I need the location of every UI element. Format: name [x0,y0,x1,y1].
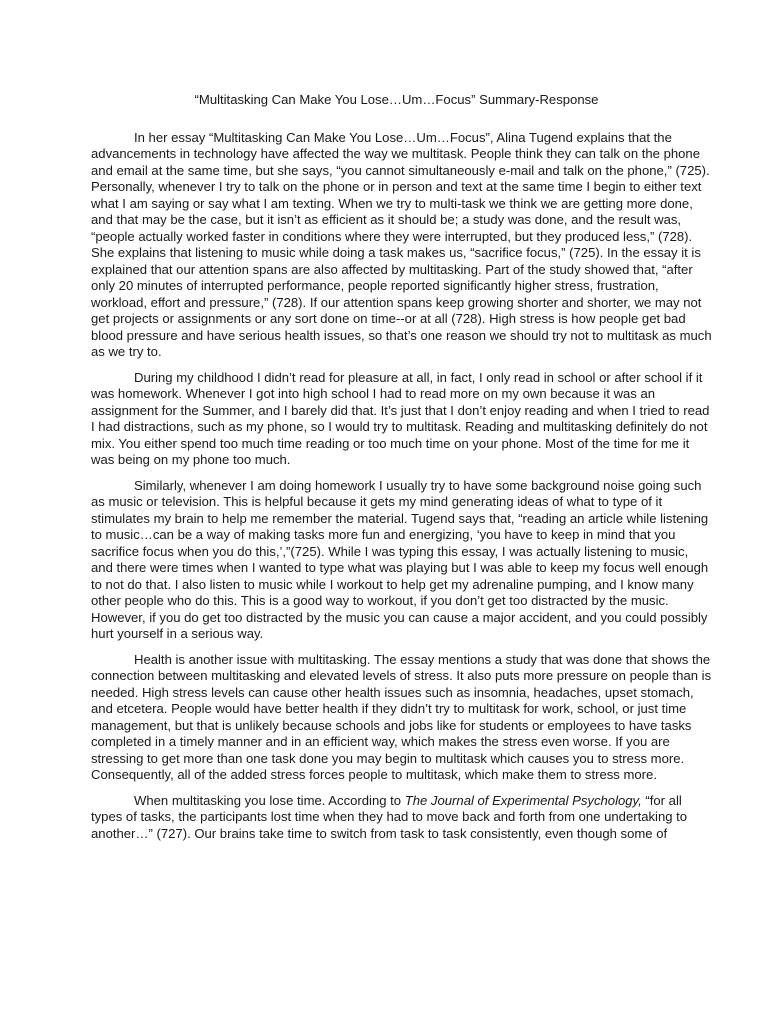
paragraph-3: Similarly, whenever I am doing homework I usually try to have some background noise going such as music or television. This is helpful because it gets my mind generating ideas of what to type of it stimulates my brain to help me remember the material. Tugend says that, “reading an article while listening to music…can be a way of making tasks more fun and energizing, ‘you have to keep in mind that you sacrifice focus when you do this,’,”(725). While I was typing this essay, I was actually listening to music, and there were times when I wanted to type what was playing but I was able to keep my focus well enough to not do that. I also listen to music while I workout to help get my adrenaline pumping, and I know many other people who do this. This is a good way to workout, if you don’t get too distracted by the music. However, if you do get too distracted by the music you can cause a major accident, and you could possibly hurt yourself in a serious way. [91,477,709,641]
paragraph-5-rest: “for all types of tasks, the participants lost time when they had to move back and forth from one undertaking to another…” (727). Our brains take time to switch from task to task consistently, even though some of [91,792,688,841]
paragraph-1: In her essay “Multitasking Can Make You Lose…Um…Focus”, Alina Tugend explains that the advancements in technology have affected the way we multitask. People think they can talk on the phone and email at the same time, but she says, “you cannot simultaneously e-mail and talk on the phone,” (725). Personally, whenever I try to talk on the phone or in person and text at the same time I begin to either text what I am saying or say what I am texting. When we try to multi-task we think we are getting more done, and that may be the case, but it isn’t as efficient as it should be; a study was done, and the result was, “people actually worked faster in conditions where they were interrupted, but they produced less,” (728). She explains that listening to music while doing a task makes us, “sacrifice focus,” (725). In the essay it is explained that our attention spans are also affected by multitasking. Part of the study showed that, “after only 20 minutes of interrupted performance, people reported significantly higher stress, frustration, workload, effort and pressure,” (728). If our attention spans keep growing shorter and shorter, we may not get projects or assignments or any sort done on time--or at all (728). High stress is how people get bad blood pressure and have serious health issues, so that’s one reason we should try not to multitask as much as we try to. [91,129,712,359]
journal-title-italic: The Journal of Experimental Psychology, [404,792,642,808]
paragraph-5-lead: When multitasking you lose time. According to [134,792,405,808]
paragraph-5 [91,793,712,843]
document-title: “Multitasking Can Make You Lose…Um…Focus” Summary-Response [194,92,599,107]
paragraph-2: During my childhood I didn’t read for pleasure at all, in fact, I only read in school or after school if it was homework. Whenever I got into high school I had to read more on my own because it was an assignment for the Summer, and I barely did that. It’s just that I don’t enjoy reading and when I tried to read I had distractions, such as my phone, so I would try to multitask. Reading and multitasking definitely do not mix. You either spend too much time reading or too much time on your phone. Most of the time for me it was being on my phone too much. [91,369,710,467]
paragraph-4: Health is another issue with multitasking. The essay mentions a study that was done that shows the connection between multitasking and elevated levels of stress. It also puts more pressure on people than is needed. High stress levels can cause other health issues such as insomnia, headaches, upset stomach, and etcetera. People would have better health if they didn’t try to multitask for work, school, or just time management, but that is unlikely because schools and jobs like for students or employees to have tasks completed in a timely manner and in an efficient way, which makes the stress even worse. If you are stressing to get more than one task done you may begin to multitask which causes you to stress more. Consequently, all of the added stress forces people to multitask, which make them to stress more. [91,651,712,782]
